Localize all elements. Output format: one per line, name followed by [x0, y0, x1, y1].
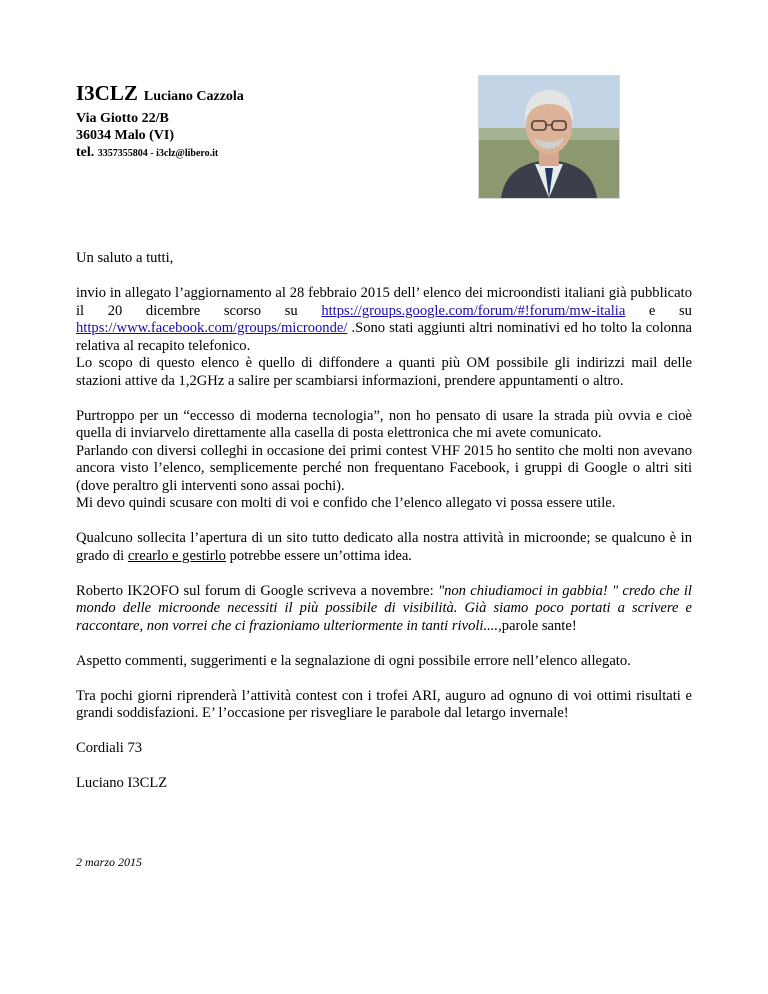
paragraph-text: potrebbe essere un’ottima idea. [225, 547, 412, 564]
contact-line [76, 144, 456, 162]
author-portrait [478, 75, 620, 199]
paragraph-text: .Sono stati aggiunti altri nominativi ed ho tolto la colonna relativa al recapito telefonico. [76, 320, 692, 354]
paragraph-text: ,parole sante! [498, 617, 577, 634]
address-line: Via Giotto 22/B [76, 111, 169, 126]
paragraph-text: invio in allegato l’aggiornamento al 28 febbraio 2015 dell’ elenco dei microondisti italiani già pubblicato il 20 dicembre scorso su [76, 285, 692, 319]
tel-details: 3357355804 - i3clz@libero.it [97, 148, 219, 159]
portrait-illustration [479, 76, 619, 198]
city-line: 36034 Malo (VI) [76, 128, 174, 143]
paragraph-website [76, 530, 692, 565]
paragraph-update [76, 285, 692, 355]
full-name: Luciano Cazzola [143, 89, 244, 104]
paragraph-purpose: Lo scopo di questo elenco è quello di diffondere a quanti più OM possibile gli indirizzi mail delle stazioni attive da 1,2GHz a salire per scambiarsi informazioni, prendere appuntamenti o altro. [76, 355, 692, 389]
paragraph-text: e su [625, 302, 692, 319]
underlined-phrase: crearlo e gestirlo [127, 547, 226, 564]
signature: Luciano I3CLZ [76, 775, 168, 791]
paragraph-technology: Purtroppo per un “eccesso di moderna tecnologia”, non ho pensato di usare la strada più ovvia e cioè quella di inviarvelo direttamente alla casella di posta elettronica che mi avete comunicato. [76, 407, 692, 441]
closing: Cordiali 73 [76, 740, 143, 756]
tel-label: tel. [76, 145, 95, 160]
paragraph-text: Roberto IK2OFO sul forum di Google scriveva a novembre: [76, 582, 438, 599]
greeting: Un saluto a tutti, [76, 250, 174, 266]
quoted-text: "non chiudiamoci in gabbia! " credo che il mondo delle microonde necessiti il più possibile di visibilità. Già siamo poco portati a scrivere e raccontare, non vorrei che ci frazioniamo ulteriormente in tanti rivoli.... [76, 582, 692, 634]
paragraph-apology: Mi devo quindi scusare con molti di voi e confido che l’elenco allegato vi possa essere utile. [76, 495, 616, 511]
paragraph-quote [76, 583, 692, 636]
paragraph-feedback: Aspetto commenti, suggerimenti e la segnalazione di ogni possibile errore nell’elenco allegato. [76, 652, 631, 669]
letterhead [76, 80, 456, 162]
paragraph-contest: Tra pochi giorni riprenderà l’attività contest con i trofei ARI, auguro ad ognuno di voi ottimi risultati e grandi soddisfazioni. E’ l’occasione per risvegliare le parabole dal letargo invernale! [76, 687, 692, 721]
paragraph-text: Qualcuno sollecita l’apertura di un sito tutto dedicato alla nostra attività in microonde; se qualcuno è in grado di [76, 530, 692, 564]
facebook-group-link[interactable]: https://www.facebook.com/groups/microonde/ [76, 320, 348, 336]
paragraph-colleagues: Parlando con diversi colleghi in occasione dei primi contest VHF 2015 ho sentito che molti non avevano ancora visto l’elenco, semplicemente perché non frequentano Facebook, i gruppi di Google o altri siti (dove peraltro gli interventi sono assai pochi). [76, 442, 692, 494]
letter-body [76, 250, 692, 793]
callsign: I3CLZ [76, 81, 138, 105]
letter-date: 2 marzo 2015 [76, 855, 143, 869]
google-groups-link[interactable]: https://groups.google.com/forum/#!forum/mw-italia [321, 302, 626, 319]
name-line [76, 80, 456, 110]
